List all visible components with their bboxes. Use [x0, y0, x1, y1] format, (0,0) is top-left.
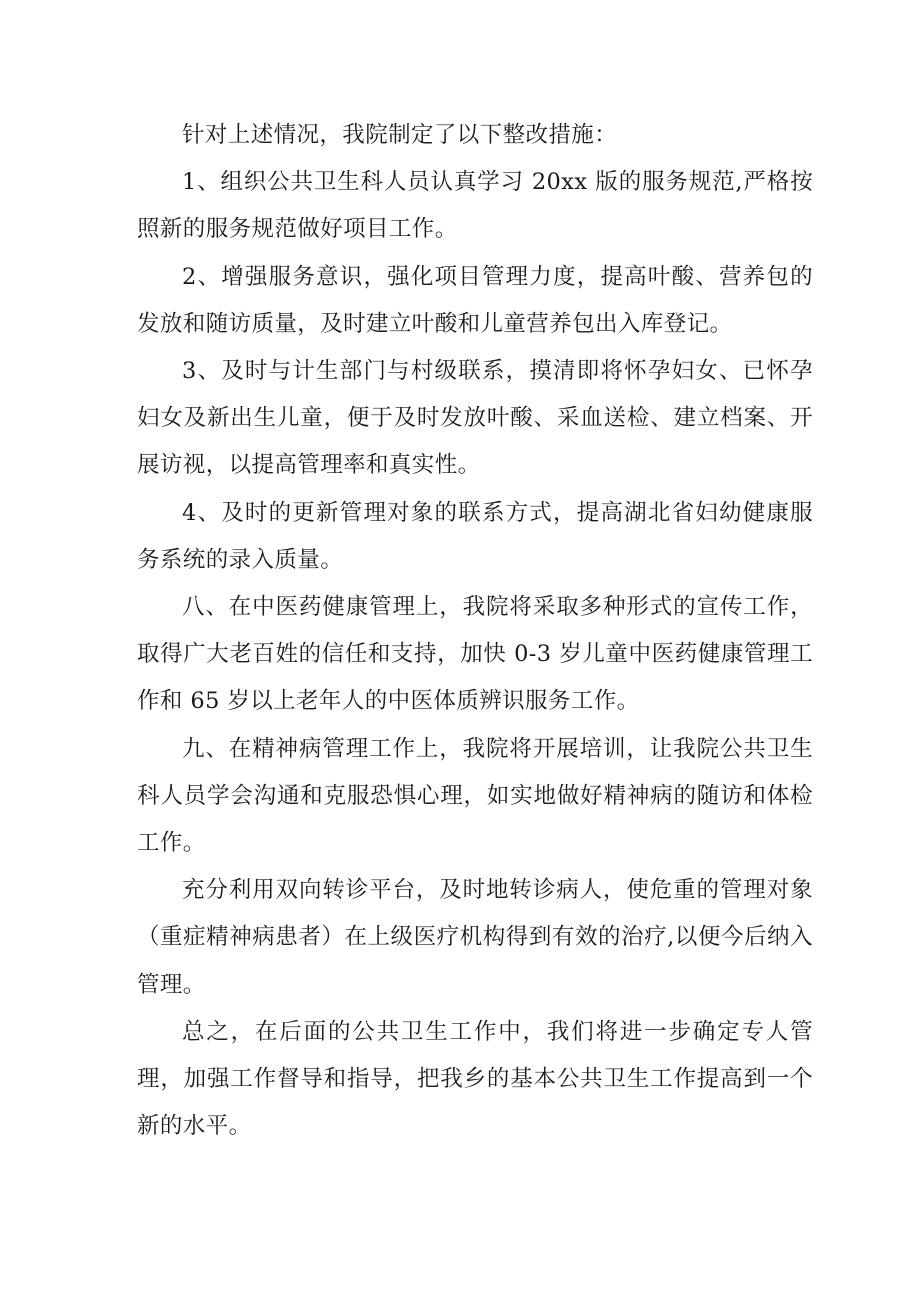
paragraph-intro: 针对上述情况，我院制定了以下整改措施：: [182, 122, 618, 148]
paragraph-measure-3: 3、及时与计生部门与村级联系，摸清即将怀孕妇女、已怀孕妇女及新出生儿童，便于及时发放叶酸、采血送检、建立档案、开展访视，以提高管理率和真实性。: [137, 358, 813, 479]
paragraph-section-9: 九、在精神病管理工作上，我院将开展培训，让我院公共卫生科人员学会沟通和克服恐惧心理，如实地做好精神病的随访和体检工作。: [137, 735, 813, 857]
document-body: [137, 112, 813, 1150]
paragraph-section-8: 八、在中医药健康管理上，我院将采取多种形式的宣传工作，取得广大老百姓的信任和支持，加快 0-3 岁儿童中医药健康管理工作和 65 岁以上老年人的中医体质辨识服务工作。: [137, 594, 813, 715]
paragraph-measure-1: 1、组织公共卫生科人员认真学习 20xx 版的服务规范,严格按照新的服务规范做好项目工作。: [137, 169, 813, 243]
paragraph-conclusion: 总之，在后面的公共卫生工作中，我们将进一步确定专人管理，加强工作督导和指导，把我乡的基本公共卫生工作提高到一个新的水平。: [137, 1018, 813, 1140]
paragraph-measure-4: 4、及时的更新管理对象的联系方式，提高湖北省妇幼健康服务系统的录入质量。: [137, 499, 813, 573]
paragraph-measure-2: 2、增强服务意识，强化项目管理力度，提高叶酸、营养包的发放和随访质量，及时建立叶酸和儿童营养包出入库登记。: [137, 263, 813, 337]
paragraph-referral: 充分利用双向转诊平台，及时地转诊病人，使危重的管理对象（重症精神病患者）在上级医疗机构得到有效的治疗,以便今后纳入管理。: [137, 877, 813, 998]
